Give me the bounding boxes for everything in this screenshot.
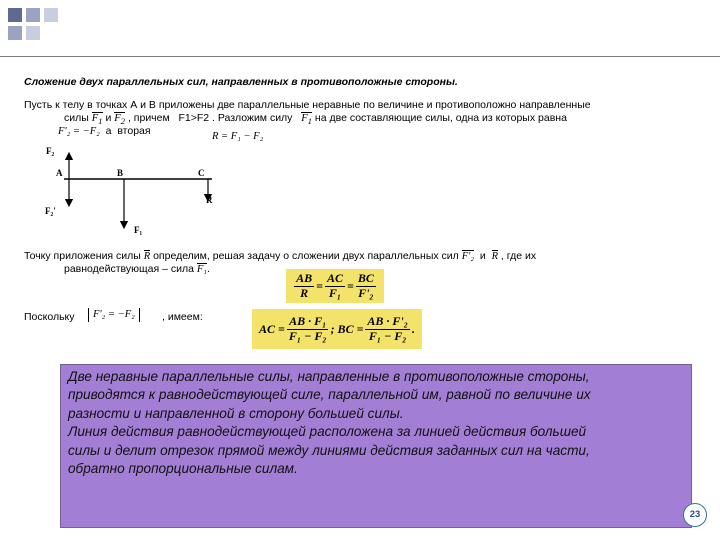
since-label: Поскольку bbox=[24, 311, 75, 323]
result-formula: AC = $\frac{\text{AB · F₁}}{\text{F₁ − F₂}}$ ; BC = $\frac{\text{AB · F'₂}}{\text{F₁ − F₂}}$ . bbox=[252, 309, 422, 349]
intro-line-3 bbox=[58, 125, 151, 137]
label-point-B: B bbox=[117, 168, 124, 178]
symbol-F1: F₁ bbox=[196, 264, 207, 275]
fraction: $\frac{\text{AB · F₁}}{\text{F₁ − F₂}}$ bbox=[288, 313, 327, 343]
intro-line-1: Пусть к телу в точках А и В приложены две параллельные неравные по величине и противоположно направленные bbox=[24, 99, 591, 111]
para-text: и bbox=[479, 250, 486, 262]
para-text: , где их bbox=[500, 250, 537, 262]
intro-text: , причем bbox=[127, 112, 170, 124]
symbol-R: R bbox=[491, 251, 498, 262]
label-R: R bbox=[206, 195, 213, 205]
label-F2-top: F₂ bbox=[46, 146, 55, 156]
force-diagram bbox=[40, 140, 230, 240]
conclusion-text: Две неравные параллельные силы, направленные в противоположные стороны, приводятся к равнодействующей силе, параллельной им, равной по величине их разности и направленной в сторону большей силы. Линия действия равнодействующей расположена за линией действия большей силы и делит отрезок прямой между линиями действия заданных сил на части, обратно пропорциональные силам. bbox=[68, 369, 591, 477]
symbol-F2-prime: F'₂ bbox=[461, 251, 475, 262]
intro-text: а bbox=[105, 125, 112, 137]
intro-text: и bbox=[105, 112, 112, 124]
para-text: определим, решая задачу о сложении двух параллельных сил bbox=[153, 250, 459, 262]
symbol-F1: $F_1$ bbox=[301, 113, 312, 127]
corner-square bbox=[26, 8, 40, 22]
para2-line-2 bbox=[64, 263, 210, 276]
para2-line-1 bbox=[24, 250, 536, 263]
proportion-formula: $\frac{AB}{R}$ = $\frac{AC}{\text{F₁}}$ = $\frac{BC}{\text{F'₂}}$ bbox=[286, 269, 384, 303]
since-formula: F'₂ = −F₂ bbox=[88, 308, 140, 322]
symbol-R: R bbox=[143, 251, 151, 262]
symbol-F1: $F_1$ bbox=[91, 113, 103, 127]
intro-text: на две составляющие силы, одна из которых равна bbox=[314, 112, 567, 124]
symbol-F2: $F_2$ bbox=[114, 113, 126, 127]
fraction: $\frac{BC}{\text{F'₂}}$ bbox=[357, 270, 374, 300]
corner-square bbox=[8, 26, 22, 40]
label-point-A: A bbox=[56, 168, 63, 178]
intro-text: силы bbox=[64, 112, 89, 124]
intro-line-2 bbox=[64, 112, 567, 126]
header-rule bbox=[0, 56, 720, 57]
equation-f2-prime: F'₂ = −F₂ bbox=[58, 126, 100, 137]
corner-square bbox=[8, 8, 22, 22]
since-after: , имеем: bbox=[162, 311, 203, 323]
label-F1: F₁ bbox=[134, 225, 143, 235]
corner-square bbox=[26, 26, 40, 40]
slide-title: Сложение двух параллельных сил, направленных в противоположные стороны. bbox=[24, 76, 458, 88]
intro-text: F1>F2 . Разложим силу bbox=[178, 112, 293, 124]
page-number-badge: 23 bbox=[683, 503, 707, 527]
label-F2-bottom: F₂' bbox=[45, 206, 56, 216]
fraction: $\frac{\text{AB · F'₂}}{\text{F₁ − F₂}}$ bbox=[367, 313, 408, 343]
corner-square bbox=[44, 8, 58, 22]
fraction: $\frac{AB}{R}$ bbox=[296, 270, 313, 300]
para-text: равнодействующая – сила bbox=[64, 263, 194, 275]
fraction: $\frac{AC}{\text{F₁}}$ bbox=[326, 270, 343, 300]
equation-resultant: R = F₁ − F₂ bbox=[212, 131, 264, 142]
para-text: . bbox=[206, 263, 210, 275]
intro-text: вторая bbox=[117, 125, 151, 137]
label-point-C: C bbox=[198, 168, 205, 178]
para-text: Точку приложения силы bbox=[24, 250, 141, 262]
